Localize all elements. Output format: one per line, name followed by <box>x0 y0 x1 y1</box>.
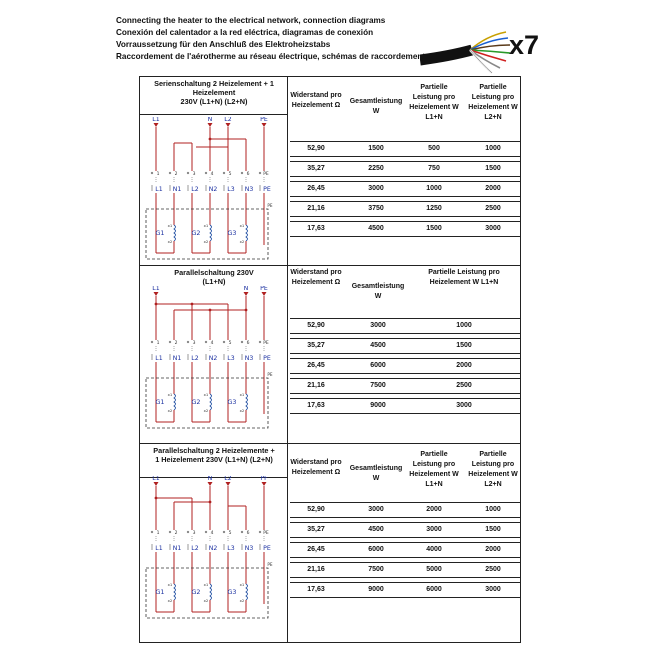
section-title-line: (L1+N) <box>202 277 226 286</box>
table-cell: 4500 <box>368 526 384 533</box>
terminal-screw-icon <box>187 531 189 533</box>
table-cell: 2500 <box>485 566 501 573</box>
terminal-screw-icon <box>205 531 207 533</box>
table-cell: 9000 <box>370 402 386 409</box>
terminal-number: PE <box>263 172 269 177</box>
table-cell: 5000 <box>426 566 442 573</box>
table-cell: 1000 <box>426 185 442 192</box>
feed-label-l1: L1 <box>152 476 160 482</box>
column-header: Partielle Leistung pro Heizelement W L2+N <box>468 84 518 121</box>
column-header: Widerstand pro Heizelement Ω <box>290 459 342 476</box>
coil-icon <box>174 394 176 410</box>
section-title-line: Heizelement <box>192 88 236 97</box>
junction-dot <box>245 309 248 312</box>
table-cell: 26,45 <box>307 362 325 369</box>
terminal-label-l1: L1 <box>155 355 163 362</box>
coil-mark: x1 <box>203 582 209 587</box>
terminal-number: 2 <box>174 341 178 346</box>
heater-label-g3: G3 <box>227 229 237 237</box>
coil-mark: x1 <box>167 582 173 587</box>
terminal-label-n3: N3 <box>244 545 254 552</box>
table-cell: 1250 <box>426 205 442 212</box>
wiring-diagram <box>142 286 286 431</box>
terminal-number: 2 <box>174 531 178 536</box>
junction-dot <box>209 138 212 141</box>
table-cell: 52,90 <box>307 322 325 329</box>
terminal-label-pe: PE <box>263 545 271 552</box>
terminal-number: PE <box>263 341 269 346</box>
terminal-label-n2: N2 <box>208 545 218 552</box>
table-cell: 17,63 <box>307 586 325 593</box>
table-row <box>290 338 520 354</box>
table-row <box>290 542 520 558</box>
junction-dot <box>155 303 158 306</box>
table-cell: 9000 <box>368 586 384 593</box>
table-cell: 17,63 <box>307 225 325 232</box>
table-cell: 1500 <box>485 526 501 533</box>
terminal-screw-icon <box>241 531 243 533</box>
table-row <box>290 318 520 334</box>
column-header: Gesamtleistung W <box>351 283 405 300</box>
terminal-label-n2: N2 <box>208 186 218 193</box>
heater-label-g1: G1 <box>155 229 165 237</box>
coil-icon <box>210 584 212 600</box>
section-title-line: Serienschaltung 2 Heizelement + 1 <box>154 79 274 88</box>
table-cell: 17,63 <box>307 402 325 409</box>
table-cell: 1500 <box>368 145 384 152</box>
table-cell: 26,45 <box>307 185 325 192</box>
terminal-label-l2: L2 <box>191 355 199 362</box>
terminal-screw-icon <box>223 531 225 533</box>
header-line-es: Conexión del calentador a la red eléctrica, diagramas de conexión <box>116 28 374 37</box>
feed-arrow-icon <box>154 123 159 127</box>
table-cell: 35,27 <box>307 165 325 172</box>
table-cell: 4500 <box>368 225 384 232</box>
wiring-diagram <box>142 117 286 262</box>
coil-mark: x2 <box>239 598 245 603</box>
feed-label-l2: L2 <box>224 476 232 482</box>
terminal-label-pe: PE <box>263 186 271 193</box>
connection-section-2 <box>140 266 520 444</box>
ground-mark: PE <box>267 203 273 208</box>
feed-arrow-icon <box>262 123 267 127</box>
header-line-en: Connecting the heater to the electrical network, connection diagrams <box>116 16 386 25</box>
feed-arrow-icon <box>226 482 231 486</box>
table-row <box>290 522 520 538</box>
table-cell: 52,90 <box>307 506 325 513</box>
terminal-number: 6 <box>246 172 250 177</box>
table-row <box>290 221 520 237</box>
coil-mark: x2 <box>167 598 173 603</box>
power-table <box>290 266 520 444</box>
cable-icon <box>420 26 520 76</box>
table-cell: 26,45 <box>307 546 325 553</box>
junction-dot <box>155 497 158 500</box>
table-row <box>290 201 520 217</box>
terminal-screw-icon <box>151 172 153 174</box>
table-cell: 3000 <box>368 506 384 513</box>
column-header: Partielle Leistung pro Heizelement W L1+N <box>428 269 500 286</box>
coil-mark: x1 <box>239 392 245 397</box>
table-cell: 1500 <box>456 342 472 349</box>
table-cell: 1000 <box>456 322 472 329</box>
table-cell: 1500 <box>426 225 442 232</box>
terminal-number: 5 <box>228 341 232 346</box>
coil-icon <box>174 584 176 600</box>
column-header: Partielle Leistung pro Heizelement W L1+N <box>409 84 459 121</box>
terminal-screw-icon <box>241 172 243 174</box>
coil-mark: x2 <box>203 598 209 603</box>
table-row <box>290 562 520 578</box>
diagram-panel <box>140 444 288 642</box>
coil-mark: x2 <box>203 408 209 413</box>
heater-label-g3: G3 <box>227 398 237 406</box>
terminal-number: 5 <box>228 172 232 177</box>
column-header: Widerstand pro Heizelement Ω <box>290 269 342 286</box>
terminal-screw-icon <box>169 341 171 343</box>
heater-label-g1: G1 <box>155 398 165 406</box>
coil-icon <box>174 225 176 241</box>
feed-arrow-icon <box>154 292 159 296</box>
column-header: Partielle Leistung pro Heizelement W L1+N <box>409 451 459 488</box>
table-cell: 3000 <box>456 402 472 409</box>
terminal-number: 1 <box>156 172 160 177</box>
feed-arrow-icon <box>208 123 213 127</box>
feed-label-n: N <box>207 476 213 482</box>
terminal-screw-icon <box>205 341 207 343</box>
terminal-label-l3: L3 <box>227 545 235 552</box>
terminal-number: 6 <box>246 531 250 536</box>
heater-label-g2: G2 <box>191 398 201 406</box>
terminal-screw-icon <box>169 531 171 533</box>
coil-mark: x1 <box>167 392 173 397</box>
terminal-screw-icon <box>169 172 171 174</box>
coil-mark: x2 <box>239 408 245 413</box>
table-cell: 4500 <box>370 342 386 349</box>
table-cell: 2500 <box>485 205 501 212</box>
terminal-number: 4 <box>210 531 214 536</box>
table-cell: 7500 <box>368 566 384 573</box>
coil-icon <box>246 225 248 241</box>
table-cell: 2000 <box>485 546 501 553</box>
feed-label-l2: L2 <box>224 117 232 123</box>
column-header: Gesamtleistung W <box>349 465 403 482</box>
terminal-label-l3: L3 <box>227 186 235 193</box>
table-cell: 21,16 <box>307 382 325 389</box>
terminal-number: 3 <box>192 531 196 536</box>
table-row <box>290 161 520 177</box>
coil-mark: x2 <box>239 239 245 244</box>
table-cell: 4000 <box>426 546 442 553</box>
heater-label-g2: G2 <box>191 229 201 237</box>
terminal-label-n3: N3 <box>244 186 254 193</box>
column-header: Widerstand pro Heizelement Ω <box>290 92 342 109</box>
terminal-label-l1: L1 <box>155 186 163 193</box>
terminal-screw-icon <box>259 341 261 343</box>
section-title-line: Parallelschaltung 230V <box>174 268 254 277</box>
feed-arrow-icon <box>208 482 213 486</box>
feed-label-pe: PE <box>260 117 268 123</box>
connection-section-1 <box>140 77 520 266</box>
terminal-screw-icon <box>187 172 189 174</box>
terminal-label-n1: N1 <box>172 545 182 552</box>
terminal-label-n1: N1 <box>172 355 182 362</box>
coil-mark: x1 <box>203 392 209 397</box>
quantity-label: x7 <box>509 30 540 60</box>
header-line-de: Vorraussetzung für den Anschluß des Elektroheizstabs <box>116 40 331 49</box>
header-text-block <box>116 15 426 63</box>
terminal-screw-icon <box>223 172 225 174</box>
table-row <box>290 582 520 598</box>
feed-arrow-icon <box>154 482 159 486</box>
power-table <box>290 444 520 642</box>
coil-icon <box>246 584 248 600</box>
table-cell: 750 <box>428 165 440 172</box>
terminal-screw-icon <box>151 531 153 533</box>
junction-dot <box>209 501 212 504</box>
coil-mark: x1 <box>167 223 173 228</box>
feed-label-pe: PE <box>260 286 268 292</box>
power-table <box>290 77 520 266</box>
coil-icon <box>246 394 248 410</box>
coil-mark: x1 <box>239 223 245 228</box>
table-cell: 3000 <box>485 586 501 593</box>
terminal-number: 3 <box>192 172 196 177</box>
table-row <box>290 358 520 374</box>
terminal-number: 6 <box>246 341 250 346</box>
coil-mark: x2 <box>167 239 173 244</box>
table-row <box>290 398 520 414</box>
diagram-table-frame <box>139 76 521 643</box>
connection-section-3 <box>140 444 520 642</box>
heater-label-g2: G2 <box>191 588 201 596</box>
table-row <box>290 141 520 157</box>
table-cell: 2000 <box>456 362 472 369</box>
terminal-number: 4 <box>210 172 214 177</box>
heater-label-g3: G3 <box>227 588 237 596</box>
terminal-screw-icon <box>205 172 207 174</box>
terminal-screw-icon <box>151 341 153 343</box>
table-cell: 1000 <box>485 506 501 513</box>
table-cell: 6000 <box>426 586 442 593</box>
feed-arrow-icon <box>262 482 267 486</box>
table-cell: 6000 <box>368 546 384 553</box>
table-cell: 2250 <box>368 165 384 172</box>
terminal-label-l1: L1 <box>155 545 163 552</box>
feed-arrow-icon <box>244 292 249 296</box>
table-cell: 3750 <box>368 205 384 212</box>
header-line-fr: Raccordement de l'aérotherme au réseau électrique, schémas de raccordement <box>116 52 426 61</box>
table-cell: 2500 <box>456 382 472 389</box>
coil-icon <box>210 225 212 241</box>
coil-icon <box>210 394 212 410</box>
table-cell: 2000 <box>426 506 442 513</box>
terminal-label-l3: L3 <box>227 355 235 362</box>
table-cell: 35,27 <box>307 526 325 533</box>
coil-mark: x2 <box>167 408 173 413</box>
feed-arrow-icon <box>226 123 231 127</box>
terminal-screw-icon <box>259 531 261 533</box>
table-row <box>290 181 520 197</box>
coil-mark: x1 <box>239 582 245 587</box>
column-header: Gesamtleistung W <box>349 98 403 115</box>
table-cell: 3000 <box>368 185 384 192</box>
terminal-label-n2: N2 <box>208 355 218 362</box>
coil-mark: x1 <box>203 223 209 228</box>
diagram-panel <box>140 77 288 265</box>
table-cell: 1500 <box>485 165 501 172</box>
section-title-line: Parallelschaltung 2 Heizelemente + <box>153 446 275 455</box>
table-cell: 1000 <box>485 145 501 152</box>
terminal-label-l2: L2 <box>191 186 199 193</box>
feed-label-l1: L1 <box>152 286 160 292</box>
table-cell: 35,27 <box>307 342 325 349</box>
terminal-screw-icon <box>259 172 261 174</box>
section-title <box>140 77 288 115</box>
ground-mark: PE <box>267 562 273 567</box>
feed-label-l1: L1 <box>152 117 160 123</box>
wiring-diagram <box>142 476 286 621</box>
terminal-number: 5 <box>228 531 232 536</box>
column-header: Partielle Leistung pro Heizelement W L2+N <box>468 451 518 488</box>
feed-label-n: N <box>207 117 213 123</box>
ground-mark: PE <box>267 372 273 377</box>
terminal-screw-icon <box>223 341 225 343</box>
terminal-screw-icon <box>187 341 189 343</box>
table-row <box>290 378 520 394</box>
section-title <box>140 444 288 478</box>
table-cell: 500 <box>428 145 440 152</box>
section-title-line: 230V (L1+N) (L2+N) <box>180 97 248 106</box>
terminal-label-n1: N1 <box>172 186 182 193</box>
terminal-number: 4 <box>210 341 214 346</box>
terminal-number: 3 <box>192 341 196 346</box>
table-cell: 21,16 <box>307 566 325 573</box>
table-cell: 2000 <box>485 185 501 192</box>
table-cell: 52,90 <box>307 145 325 152</box>
terminal-number: PE <box>263 531 269 536</box>
diagram-panel <box>140 266 288 443</box>
terminal-number: 1 <box>156 531 160 536</box>
table-cell: 21,16 <box>307 205 325 212</box>
heater-label-g1: G1 <box>155 588 165 596</box>
terminal-label-n3: N3 <box>244 355 254 362</box>
terminal-label-l2: L2 <box>191 545 199 552</box>
coil-mark: x2 <box>203 239 209 244</box>
feed-label-pf: PF <box>260 476 268 482</box>
table-cell: 6000 <box>370 362 386 369</box>
section-title-line: 1 Heizelement 230V (L1+N) (L2+N) <box>155 455 273 464</box>
terminal-number: 2 <box>174 172 178 177</box>
terminal-label-pe: PE <box>263 355 271 362</box>
table-row <box>290 502 520 518</box>
terminal-screw-icon <box>241 341 243 343</box>
table-cell: 3000 <box>485 225 501 232</box>
feed-label-n: N <box>243 286 249 292</box>
table-cell: 7500 <box>370 382 386 389</box>
table-cell: 3000 <box>426 526 442 533</box>
feed-arrow-icon <box>262 292 267 296</box>
terminal-number: 1 <box>156 341 160 346</box>
table-cell: 3000 <box>370 322 386 329</box>
